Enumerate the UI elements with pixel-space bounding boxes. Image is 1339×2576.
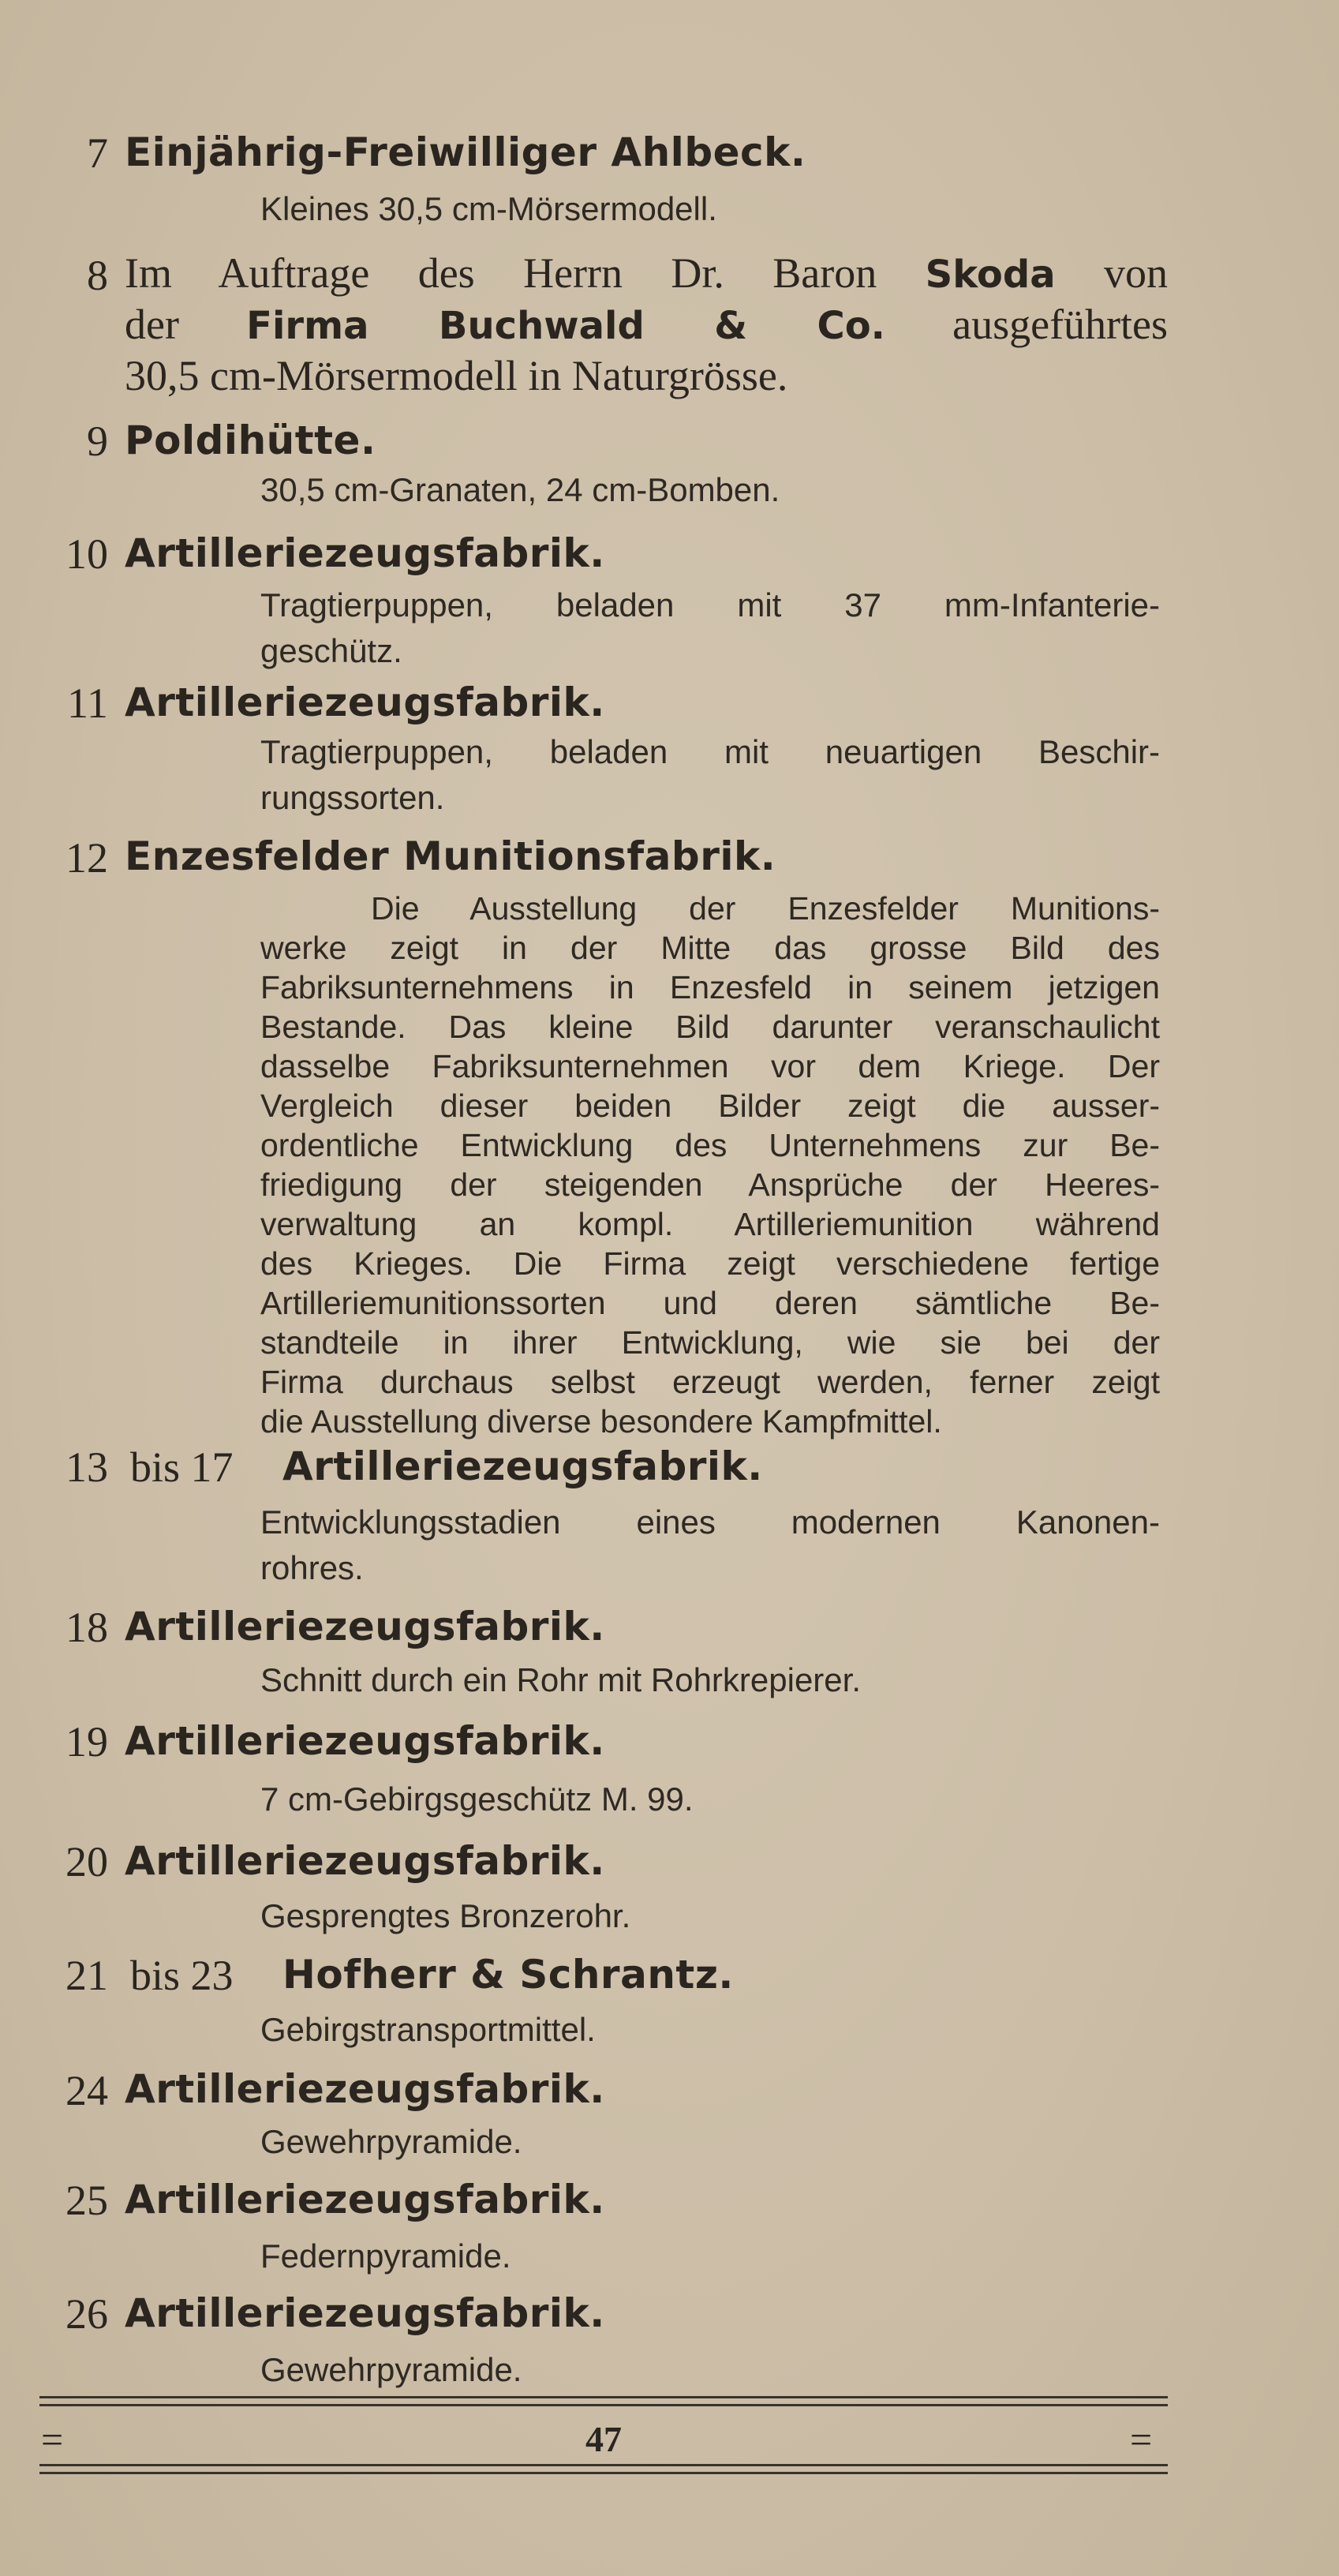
page-number: 47 [585, 2419, 622, 2459]
entry-description: Kleines 30,5 cm-Mörsermodell. [260, 190, 717, 227]
entry-number: 11 [67, 680, 108, 727]
entry-title: Enzesfelder Munitionsfabrik. [125, 833, 776, 879]
entry-title: Artilleriezeugsfabrik. [125, 1718, 605, 1764]
entry-number: 12 [65, 834, 108, 882]
entry-number: 7 [87, 129, 108, 177]
entry-range: bis 23 [130, 1952, 234, 1999]
entry-description: Gesprengtes Bronzerohr. [260, 1897, 631, 1934]
entry-title: Artilleriezeugsfabrik. [282, 1443, 763, 1489]
entry-range: bis 17 [130, 1443, 234, 1491]
entry-description: Tragtierpuppen, beladen mit 37 mm-Infanterie- geschütz. [260, 586, 1160, 669]
entry-title: Artilleriezeugsfabrik. [125, 2290, 605, 2336]
entry-description: Schnitt durch ein Rohr mit Rohrkrepierer. [260, 1661, 861, 1698]
entry-title: Artilleriezeugsfabrik. [125, 1838, 605, 1884]
footer-rule-bottom-inner [39, 2472, 1168, 2474]
entry-description: Gebirgstransportmittel. [260, 2011, 596, 2048]
entry-number: 24 [65, 2067, 108, 2114]
entry-description: Die Ausstellung der Enzesfelder Munitions- werke zeigt in der Mitte das grosse Bild des Fabriksunternehmens in Enzesfeld in seinem jetzigen Bestande. Das kleine Bild darunter veranschaulicht dasselbe Fabriksunternehmen vor dem Kriege. Der Vergleich dieser beiden Bilder zeigt die ausser- ordentliche Entwicklung des Unternehmens zur Be- friedigung der steigenden Ansprüche der Heeres- verwaltung an kompl. Artilleriemunition während des Krieges. Die Firma zeigt verschiedene fertige Artilleriemunitionssorten und deren sämtliche Be- standteile in ihrer Entwicklung, wie sie bei der Firma durchaus selbst erzeugt werden, ferner zeigt die Ausstellung diverse besondere Kampfmittel. [260, 890, 1160, 1440]
entry-number: 8 [87, 252, 108, 299]
entry-title: Einjährig-Freiwilliger Ahlbeck. [125, 129, 806, 175]
entry-number: 9 [87, 417, 108, 465]
entry-number: 10 [65, 530, 108, 578]
entry-number: 25 [65, 2177, 108, 2224]
entry-description: Gewehrpyramide. [260, 2351, 522, 2388]
entry-description: 7 cm-Gebirgsgeschütz M. 99. [260, 1780, 694, 1818]
entry-number: 21 [65, 1952, 108, 1999]
entry-description: 30,5 cm-Granaten, 24 cm-Bomben. [260, 471, 780, 508]
entry-title: Artilleriezeugsfabrik. [125, 1604, 605, 1649]
entry-number: 19 [65, 1718, 108, 1765]
entry-title: Poldihütte. [125, 417, 376, 463]
entry-description: Gewehrpyramide. [260, 2123, 522, 2160]
footer-rule-bottom [39, 2464, 1168, 2466]
entry-title: Hofherr & Schrantz. [282, 1952, 734, 1998]
entry-description: Entwicklungsstadien eines modernen Kanonen- rohres. [260, 1503, 1160, 1586]
footer-dash-right: = [1130, 2417, 1153, 2462]
entry-title: Artilleriezeugsfabrik. [125, 2177, 605, 2222]
entry-number: 13 [65, 1443, 108, 1491]
entry-title: Artilleriezeugsfabrik. [125, 2066, 605, 2112]
entry-description: Federnpyramide. [260, 2237, 511, 2275]
entry-number: 18 [65, 1604, 108, 1651]
entry-title: Artilleriezeugsfabrik. [125, 680, 605, 725]
entry-number: 26 [65, 2290, 108, 2338]
footer-rule-top-inner [39, 2404, 1168, 2406]
entry-description: Tragtierpuppen, beladen mit neuartigen Beschir- rungssorten. [260, 733, 1160, 816]
entry-text: Im Auftrage des Herrn Dr. Baron Skoda von der Firma Buchwald & Co. ausgeführtes 30,5 cm-Mörsermodell in Naturgrösse. [125, 249, 1169, 399]
entry-number: 20 [65, 1838, 108, 1885]
entry-title: Artilleriezeugsfabrik. [125, 530, 605, 576]
footer-rule-top [39, 2396, 1168, 2398]
footer-dash-left: = [41, 2417, 64, 2462]
